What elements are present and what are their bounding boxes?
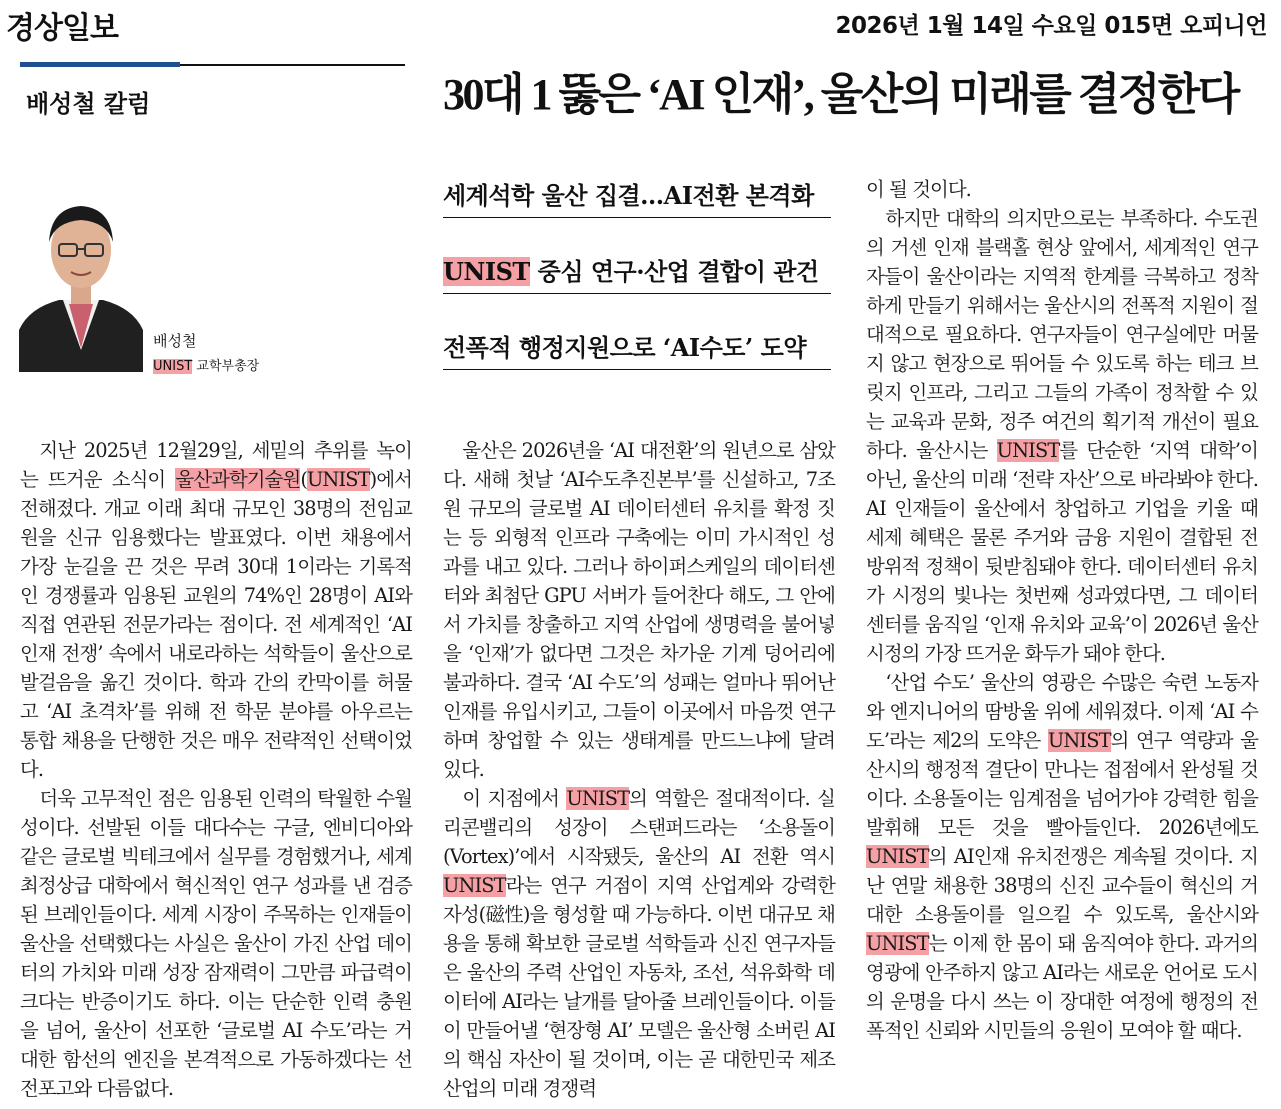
body-paragraph: [866, 204, 1258, 668]
subhead-3: [443, 328, 831, 370]
highlighted-term: 울산과학기술원: [175, 468, 301, 491]
highlighted-term: UNIST: [306, 468, 370, 491]
author-name: 배성철: [153, 332, 197, 350]
body-text-run: 라는 연구 거점이 지역 산업계와 강력한 자성(磁性)을 형성할 때 가능하다. 이번 대규모 채용을 통해 확보한 글로벌 석학들과 신진 연구자들은 울산의 주력 산업인 자동차, 조선, 석유화학 데이터에 AI라는 날개를 달아줄 브레인들이다. 이들이 만들어낼 ‘현장형 AI’ 모델은 울산형 소버린 AI의 핵심 자산이 될 것이며, 이는 곧 대한민국 제조 산업의 미래 경쟁력: [443, 874, 835, 1100]
subhead-2: [443, 252, 831, 294]
body-text-run: 지난 2025년 12월29일, 세밑의 추위를 녹이는 뜨거운 소식이: [20, 439, 412, 491]
body-column-2: [443, 436, 835, 1103]
body-text-run: 더욱 고무적인 점은 임용된 인력의 탁월한 수월성이다. 선발된 이들 대다수는 구글, 엔비디아와 같은 글로벌 빅테크에서 실무를 경험했거나, 세계 최정상급 대학에서 혁신적인 연구 성과를 낸 검증된 브레인들이다. 세계 시장이 주목하는 인재들이 울산을 선택했다는 사실은 울산이 가진 산업 데이터의 가치와 미래 성장 잠재력이 그만큼 파급력이 크다는 반증이기도 하다. 이는 단순한 인력 충원을 넘어, 울산이 선포한 ‘글로벌 AI 수도’라는 거대한 함선의 엔진을 본격적으로 가동하겠다는 선전포고와 다름없다.: [20, 787, 412, 1100]
body-column-3: [866, 175, 1258, 1045]
highlighted-term: UNIST: [566, 787, 630, 810]
body-paragraph: [20, 436, 412, 784]
body-text-run: 울산은 2026년을 ‘AI 대전환’의 원년으로 삼았다. 새해 첫날 ‘AI수도추진본부’를 신설하고, 7조원 규모의 글로벌 AI 데이터센터 유치를 확정 짓는 등 외형적 인프라 구축에는 이미 가시적인 성과를 내고 있다. 그러나 하이퍼스케일의 데이터센터와 최첨단 GPU 서버가 들어찬다 해도, 그 안에서 가치를 창출하고 지역 산업에 생명력을 불어넣을 ‘인재’가 없다면 그것은 차가운 기계 덩어리에 불과하다. 결국 ‘AI 수도’의 성패는 얼마나 뛰어난 인재를 유입시키고, 그들이 이곳에서 마음껏 연구하며 창업할 수 있는 생태계를 만드느냐에 달려 있다.: [443, 439, 835, 781]
body-paragraph: [20, 784, 412, 1103]
subhead-highlight: UNIST: [443, 257, 530, 286]
body-paragraph: [866, 175, 1258, 204]
subhead-text: 전폭적 행정지원으로 ‘AI수도’ 도약: [443, 333, 807, 362]
highlighted-term: UNIST: [443, 874, 506, 897]
author-portrait-icon: [19, 180, 143, 372]
body-text-run: 이 지점에서: [462, 787, 567, 810]
body-text-run: ‘산업 수도’ 울산의 영광은 수많은 숙련 노동자와 엔지니어의 땀방울 위에 세워졌다. 이제 ‘AI 수도’라는 제2의 도약은: [866, 671, 1258, 752]
body-text-run: 의 AI인재 유치전쟁은 계속될 것이다. 지난 연말 채용한 38명의 신진 교수들이 혁신의 거대한 소용돌이를 일으킬 수 있도록, 울산시와: [866, 845, 1258, 926]
subhead-text: 중심 연구·산업 결합이 관건: [529, 257, 819, 286]
column-label-accent-rule: [20, 62, 180, 67]
body-column-1: [20, 436, 412, 1103]
body-text-run: 하지만 대학의 의지만으로는 부족하다. 수도권의 거센 인재 블랙홀 현상 앞에서, 세계적인 연구자들이 울산이라는 지역적 한계를 극복하고 정착하게 만들기 위해서는 울산시의 전폭적 지원이 절대적으로 필요하다. 연구자들이 연구실에만 머물지 않고 현장으로 뛰어들 수 있도록 하는 테크 브릿지 인프라, 그리고 그들의 가족이 정착할 수 있는 교육과 문화, 정주 여건의 획기적 개선이 필요하다. 울산시는: [866, 207, 1258, 462]
subhead-1: [443, 176, 831, 218]
author-org-highlight: UNIST: [153, 359, 193, 374]
body-paragraph: [443, 436, 835, 784]
column-label: 배성철 칼럼: [26, 90, 151, 118]
highlighted-term: UNIST: [1047, 729, 1111, 752]
body-text-run: (: [300, 468, 307, 491]
author-position: 교학부총장: [192, 359, 260, 374]
article-headline: 30대 1 뚫은 ‘AI 인재’, 울산의 미래를 결정한다: [443, 70, 1238, 119]
body-text-run: 의 연구 역량과 울산시의 행정적 결단이 만나는 접점에서 완성될 것이다. 소용돌이는 임계점을 넘어가야 강력한 힘을 발휘해 모든 것을 빨아들인다. 2026년에도: [866, 729, 1258, 839]
body-paragraph: [443, 784, 835, 1103]
highlighted-term: UNIST: [866, 932, 929, 955]
body-text-run: 를 단순한 ‘지역 대학’이 아닌, 울산의 미래 ‘전략 자산’으로 바라봐야 한다. AI 인재들이 울산에서 창업하고 기업을 키울 때 세제 혜택은 물론 주거와 금융 지원이 결합된 전방위적 정책이 뒷받침돼야 한다. 데이터센터 유치가 시정의 빛나는 첫번째 성과였다면, 그 데이터센터를 움직일 ‘인재 유치와 교육’이 2026년 울산 시정의 가장 뜨거운 화두가 돼야 한다.: [866, 439, 1258, 665]
body-text-run: )에서 전해졌다. 개교 이래 최대 규모인 38명의 전임교원을 신규 임용했다는 발표였다. 이번 채용에서 가장 눈길을 끈 것은 무려 30대 1이라는 기록적인 경쟁률과 임용된 교원의 74%인 28명이 AI와 직접 연관된 전문가라는 점이다. 전 세계적인 ‘AI 인재 전쟁’ 속에서 내로라하는 석학들이 울산으로 발걸음을 옮긴 것이다. 학과 간의 칸막이를 허물고 ‘AI 초격차’를 위해 전 학문 분야를 아우르는 통합 채용을 단행한 것은 매우 전략적인 선택이었다.: [20, 468, 412, 781]
highlighted-term: UNIST: [866, 845, 929, 868]
subhead-text: 세계석학 울산 집결…AI전환 본격화: [443, 181, 814, 210]
author-photo: [19, 180, 143, 372]
issue-dateline: 2026년 1월 14일 수요일 015면 오피니언: [835, 13, 1267, 39]
newspaper-masthead: 경상일보: [6, 11, 118, 46]
body-text-run: 는 이제 한 몸이 돼 움직여야 한다. 과거의 영광에 안주하지 않고 AI라는 새로운 언어로 도시의 운명을 다시 쓰는 이 장대한 여정에 행정의 전폭적인 신뢰와 시민들의 응원이 모여야 할 때다.: [866, 932, 1258, 1042]
author-title: [153, 355, 259, 374]
body-text-run: 의 역할은 절대적이다. 실리콘밸리의 성장이 스탠퍼드라는 ‘소용돌이(Vortex)’에서 시작됐듯, 울산의 AI 전환 역시: [443, 787, 835, 868]
body-paragraph: [866, 668, 1258, 1045]
body-text-run: 이 될 것이다.: [866, 178, 971, 201]
highlighted-term: UNIST: [996, 439, 1060, 462]
